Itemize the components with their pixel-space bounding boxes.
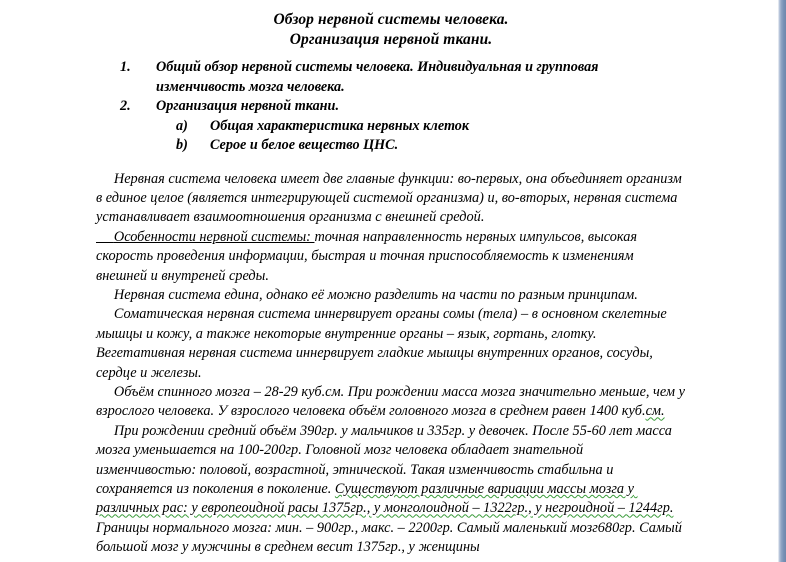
features-rest: точная направленность нервных импульсов, высокая скорость проведения информации, быстрая и точная приспособляемость к изменениям внешней и внутреней среды. <box>96 228 641 284</box>
paragraph-functions <box>96 170 686 228</box>
birth-mass-lead: При рождении средний объём 390гр. у мальчиков и 335гр. у девочек. После 55-60 лет масса мозга уменьшается на 100-200гр. Головной мозг человека обладает знательной изменчивостью: половой, возрастной, этнической. Такая изменчивость стабильна и сохраняется из поколения в поколение. <box>96 422 676 497</box>
title-line-1: Обзор нервной системы человека. <box>273 11 509 28</box>
paragraph-birth-mass <box>96 422 686 558</box>
race-variations-underlined: Существуют различные вариации массы мозга у различных рас: у европеоидной расы 1375гр., у монголоидной – 1322гр., у негроидной – 1244гр. <box>96 481 674 517</box>
title-line-2: Организация нервной ткани. <box>289 31 493 48</box>
paragraph-functions-text: Нервная система человека имеет две главные функции: во-первых, она объединяет организм в единое целое (является интегрирующей системой организма) и, во-вторых, нервная система устанавливает взаимоотношения организма с внешней средой. <box>96 170 686 226</box>
document-title <box>96 10 686 50</box>
birth-mass-clipped: 680гр. Самый большой мозг у мужчины в среднем весит 1375гр., у женщины <box>96 519 686 556</box>
spellcheck-marker-sm: см. <box>645 403 665 420</box>
paragraph-somatic <box>96 305 686 383</box>
outline-text-1: Общий обзор нервной системы человека. Индивидуальная и групповая изменчивость мозга человека. <box>156 59 599 95</box>
outline-submarker-a: a) <box>176 117 188 134</box>
paragraph-spinal-volume <box>96 383 689 422</box>
outline-submarker-b: b) <box>176 137 188 153</box>
outline-marker-1: 1. <box>120 59 131 75</box>
outline-text-2: Организация нервной ткани. <box>156 98 339 114</box>
outline-list <box>96 58 686 156</box>
outline-item-2 <box>120 97 686 156</box>
outline-subtext-b: Серое и белое вещество ЦНС. <box>210 137 399 153</box>
vertical-scrollbar[interactable] <box>778 0 786 562</box>
paragraph-unity-text: Нервная система едина, однако её можно разделить на части по разным принципам. <box>96 286 638 303</box>
outline-marker-2: 2. <box>120 98 131 114</box>
outline-subitem-b <box>176 136 686 156</box>
paragraph-features <box>96 228 686 286</box>
outline-subitem-a <box>176 117 686 137</box>
birth-mass-tail: Границы нормального мозга: мин. – 900гр., макс. – 2200гр. Самый маленький мозг <box>96 500 677 536</box>
spinal-volume-lead: Объём спинного мозга – 28-29 куб.см. При рождении масса мозга значительно меньше, чем у взрослого человека. У взрослого человека объём головного мозга в среднем равен 1400 куб. <box>96 383 689 420</box>
paragraph-somatic-text: Соматическая нервная система иннервирует органы сомы (тела) – в основном скелетные мышцы и кожу, а также некоторые внутренние органы – язык, гортань, глотку. Вегетативная нервная система иннервирует гладкие мышцы внутренних органов, сосуды, сердце и железы. <box>96 306 671 381</box>
paragraph-unity <box>96 286 686 305</box>
outline-item-1 <box>120 58 686 97</box>
outline-sublist <box>156 117 686 156</box>
features-underlined-lead: Особенности нервной системы: <box>96 228 315 245</box>
outline-subtext-a: Общая характеристика нервных клеток <box>210 117 470 134</box>
